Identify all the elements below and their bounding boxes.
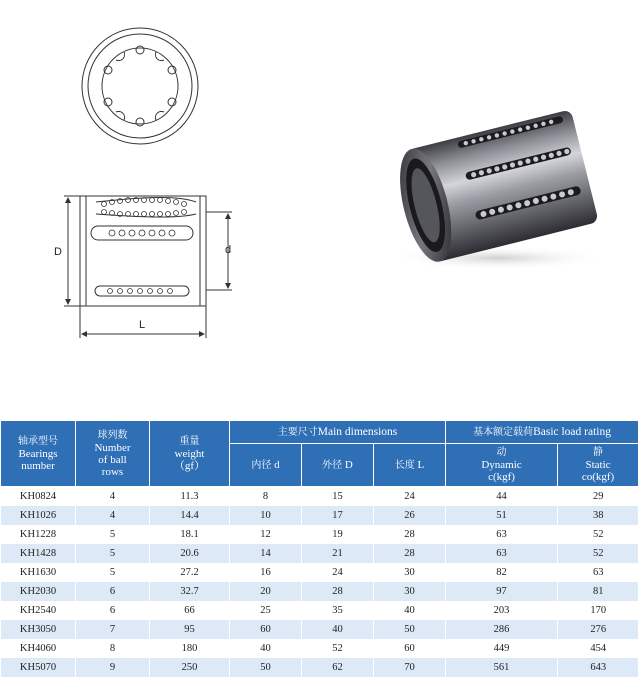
cell-outer-D: 62 — [302, 658, 374, 677]
cell-inner-d: 20 — [230, 582, 302, 601]
cell-bearing-number: KH1630 — [1, 563, 76, 582]
cell-weight: 95 — [150, 620, 230, 639]
cell-bearing-number: KH4060 — [1, 639, 76, 658]
cell-outer-D: 15 — [302, 487, 374, 507]
cell-dynamic-load: 97 — [446, 582, 558, 601]
cell-static-load: 52 — [558, 525, 638, 544]
table-row — [1, 525, 638, 544]
cell-ball-rows: 6 — [76, 582, 150, 601]
cell-weight: 11.3 — [150, 487, 230, 507]
cell-inner-d: 50 — [230, 658, 302, 677]
cell-ball-rows: 4 — [76, 506, 150, 525]
cell-outer-D: 28 — [302, 582, 374, 601]
header-bearings-number: 轴承型号 Bearings number — [1, 421, 76, 487]
header-basic-load-rating: 基本额定载荷Basic load rating — [446, 421, 638, 444]
cell-inner-d: 8 — [230, 487, 302, 507]
cell-ball-rows: 5 — [76, 525, 150, 544]
cell-ball-rows: 8 — [76, 639, 150, 658]
cell-weight: 180 — [150, 639, 230, 658]
table-row — [1, 601, 638, 620]
cell-ball-rows: 6 — [76, 601, 150, 620]
cell-ball-rows: 7 — [76, 620, 150, 639]
cell-outer-D: 40 — [302, 620, 374, 639]
cell-length-L: 28 — [374, 544, 446, 563]
cell-inner-d: 16 — [230, 563, 302, 582]
cell-static-load: 643 — [558, 658, 638, 677]
table-row — [1, 620, 638, 639]
cell-dynamic-load: 63 — [446, 544, 558, 563]
cell-outer-D: 21 — [302, 544, 374, 563]
cell-outer-D: 24 — [302, 563, 374, 582]
cell-static-load: 38 — [558, 506, 638, 525]
cell-inner-d: 40 — [230, 639, 302, 658]
cell-outer-D: 19 — [302, 525, 374, 544]
cell-weight: 250 — [150, 658, 230, 677]
cell-inner-d: 60 — [230, 620, 302, 639]
cell-length-L: 30 — [374, 582, 446, 601]
cell-bearing-number: KH1428 — [1, 544, 76, 563]
cell-static-load: 52 — [558, 544, 638, 563]
cell-weight: 14.4 — [150, 506, 230, 525]
cell-outer-D: 52 — [302, 639, 374, 658]
cell-dynamic-load: 203 — [446, 601, 558, 620]
bearing-product-image — [388, 109, 608, 270]
cell-static-load: 29 — [558, 487, 638, 507]
cell-inner-d: 10 — [230, 506, 302, 525]
cell-bearing-number: KH1026 — [1, 506, 76, 525]
header-inner-diameter: 内径 d — [230, 444, 302, 487]
cell-outer-D: 17 — [302, 506, 374, 525]
cell-inner-d: 12 — [230, 525, 302, 544]
cell-length-L: 60 — [374, 639, 446, 658]
cell-bearing-number: KH0824 — [1, 487, 76, 507]
cell-dynamic-load: 449 — [446, 639, 558, 658]
header-outer-diameter: 外径 D — [302, 444, 374, 487]
cell-bearing-number: KH5070 — [1, 658, 76, 677]
cell-bearing-number: KH2030 — [1, 582, 76, 601]
table-row — [1, 582, 638, 601]
cell-dynamic-load: 51 — [446, 506, 558, 525]
cell-ball-rows: 5 — [76, 563, 150, 582]
header-length: 长度 L — [374, 444, 446, 487]
cell-length-L: 30 — [374, 563, 446, 582]
header-ball-rows: 球列数 Number of ball rows — [76, 421, 150, 487]
header-static: 静 Static co(kgf) — [558, 444, 638, 487]
dimension-label-d: d — [225, 244, 232, 256]
header-dynamic: 动 Dynamic c(kgf) — [446, 444, 558, 487]
table-row — [1, 487, 638, 507]
cell-static-load: 63 — [558, 563, 638, 582]
dimension-label-L: L — [139, 319, 146, 331]
table-row — [1, 658, 638, 677]
ball-rows — [102, 198, 187, 294]
cell-static-load: 170 — [558, 601, 638, 620]
cell-bearing-number: KH1228 — [1, 525, 76, 544]
cell-static-load: 276 — [558, 620, 638, 639]
side-view-drawing — [64, 196, 232, 338]
table-row — [1, 544, 638, 563]
dimension-label-D: D — [54, 246, 62, 258]
cell-length-L: 26 — [374, 506, 446, 525]
cell-length-L: 28 — [374, 525, 446, 544]
cell-inner-d: 25 — [230, 601, 302, 620]
table-row — [1, 506, 638, 525]
cell-dynamic-load: 561 — [446, 658, 558, 677]
table-row — [1, 639, 638, 658]
cell-outer-D: 35 — [302, 601, 374, 620]
cell-dynamic-load: 286 — [446, 620, 558, 639]
cell-length-L: 24 — [374, 487, 446, 507]
cell-inner-d: 14 — [230, 544, 302, 563]
header-main-dimensions: 主要尺寸Main dimensions — [230, 421, 446, 444]
table-row — [1, 563, 638, 582]
header-weight: 重量 weight （gf） — [150, 421, 230, 487]
cell-ball-rows: 4 — [76, 487, 150, 507]
cell-weight: 32.7 — [150, 582, 230, 601]
cell-weight: 66 — [150, 601, 230, 620]
cell-dynamic-load: 44 — [446, 487, 558, 507]
cell-weight: 18.1 — [150, 525, 230, 544]
cell-length-L: 70 — [374, 658, 446, 677]
cell-length-L: 50 — [374, 620, 446, 639]
cell-dynamic-load: 63 — [446, 525, 558, 544]
cell-weight: 27.2 — [150, 563, 230, 582]
cell-length-L: 40 — [374, 601, 446, 620]
specification-table — [0, 420, 638, 677]
cell-static-load: 454 — [558, 639, 638, 658]
cell-static-load: 81 — [558, 582, 638, 601]
end-view-drawing — [82, 28, 198, 144]
cell-bearing-number: KH3050 — [1, 620, 76, 639]
cell-bearing-number: KH2540 — [1, 601, 76, 620]
cell-weight: 20.6 — [150, 544, 230, 563]
cell-dynamic-load: 82 — [446, 563, 558, 582]
cell-ball-rows: 9 — [76, 658, 150, 677]
cell-ball-rows: 5 — [76, 544, 150, 563]
